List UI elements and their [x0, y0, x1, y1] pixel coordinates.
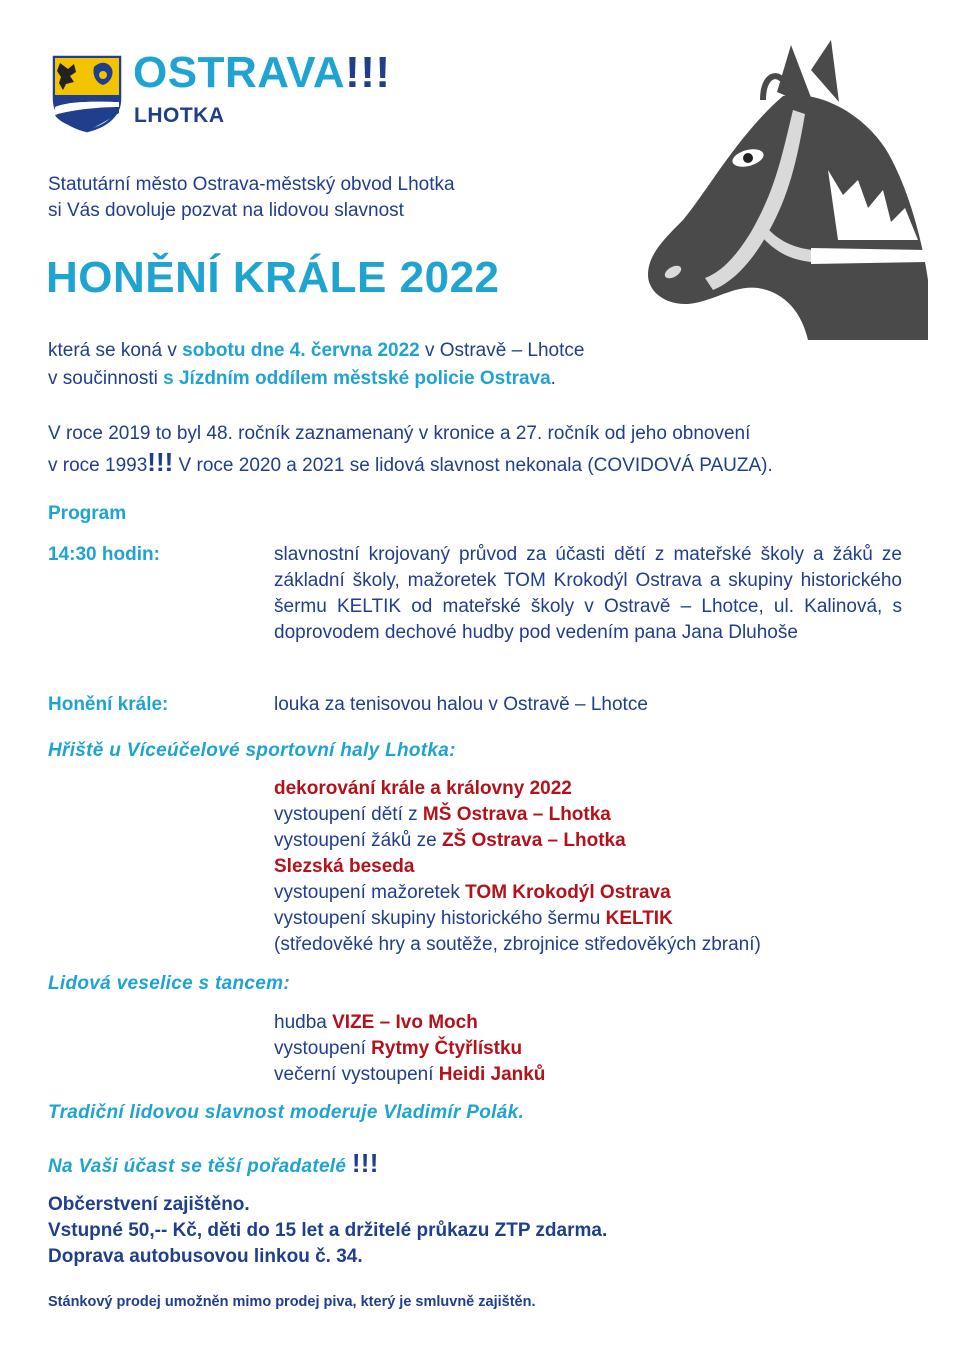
dance-party-heading: Lidová veselice s tancem:: [48, 973, 290, 994]
history-covid: V roce 2020 a 2021 se lidová slavnost nekonala (COVIDOVÁ PAUZA).: [173, 455, 773, 476]
info-line: Doprava autobusovou linkou č. 34.: [48, 1246, 363, 1267]
cooperation-partner: s Jízdním oddílem městské policie Ostrava: [163, 368, 551, 389]
list-item: vystoupení žáků ze ZŠ Ostrava – Lhotka: [274, 830, 626, 851]
moderator-line: Tradiční lidovou slavnost moderuje Vladimír Polák.: [48, 1102, 525, 1123]
exclamation-marks: !!!: [147, 447, 174, 477]
horse-head-illustration: [643, 40, 928, 340]
procession-description: slavnostní krojovaný průvod za účasti dětí z mateřské školy a žáků ze základní školy, mažoretek TOM Krokodýl Ostrava a skupiny historického šermu KELTIK od mateřské školy v Ostravě – Lhotce, ul. Kalinová, s doprovodem dechové hudby pod vedením pana Jana Dluhoše: [274, 544, 902, 643]
list-item: (středověké hry a soutěže, zbrojnice středověkých zbraní): [274, 934, 761, 955]
info-block: [48, 1192, 607, 1270]
date-paragraph: [48, 337, 584, 393]
list-item: Slezská beseda: [274, 856, 415, 877]
list-item: dekorování krále a královny 2022: [274, 778, 572, 799]
program-heading: Program: [48, 503, 127, 524]
info-line: Vstupné 50,-- Kč, děti do 15 let a držitelé průkazu ZTP zdarma.: [48, 1220, 608, 1241]
intro-line: Statutární město Ostrava-městský obvod Lhotka: [48, 174, 455, 195]
intro-line: si Vás dovoluje pozvat na lidovou slavnost: [48, 200, 404, 221]
info-line: Občerstvení zajištěno.: [48, 1194, 250, 1215]
history-line: V roce 2019 to byl 48. ročník zaznamenaný v kronice a 27. ročník od jeho obnovení: [48, 423, 751, 444]
list-item: vystoupení Rytmy Čtyřlístku: [274, 1038, 523, 1059]
playground-list: [274, 776, 761, 958]
closing-line: Na Vaši účast se těší pořadatelé !!!: [48, 1148, 379, 1178]
event-title: HONĚNÍ KRÁLE 2022: [46, 253, 500, 302]
period: .: [550, 368, 556, 389]
honeni-label: Honění krále:: [48, 694, 169, 715]
list-item: hudba VIZE – Ivo Moch: [274, 1012, 478, 1033]
cooperation-text: v součinnosti: [48, 368, 164, 389]
event-date: sobotu dne 4. června 2022: [182, 340, 420, 361]
coat-of-arms-icon: [52, 55, 122, 133]
dance-party-list: [274, 1010, 545, 1088]
list-item: večerní vystoupení Heidi Janků: [274, 1064, 546, 1085]
date-text: která se koná v: [48, 340, 183, 361]
intro-text: [48, 172, 455, 224]
date-location: v Ostravě – Lhotce: [419, 340, 585, 361]
playground-heading: Hřiště u Víceúčelové sportovní haly Lhotka:: [48, 740, 456, 761]
honeni-location: louka za tenisovou halou v Ostravě – Lhotce: [274, 694, 648, 715]
history-paragraph: [48, 420, 773, 480]
logo-district: LHOTKA: [134, 104, 225, 127]
footnote: Stánkový prodej umožněn mimo prodej piva, který je smluvně zajištěn.: [48, 1294, 536, 1310]
list-item: vystoupení mažoretek TOM Krokodýl Ostrava: [274, 882, 671, 903]
logo-wordmark: OSTRAVA!!!: [133, 48, 391, 97]
list-item: vystoupení dětí z MŠ Ostrava – Lhotka: [274, 804, 611, 825]
exclamation-marks: !!!: [351, 1148, 379, 1178]
list-item: vystoupení skupiny historického šermu KELTIK: [274, 908, 673, 929]
time-label: 14:30 hodin:: [48, 544, 160, 565]
history-year: v roce 1993: [48, 455, 148, 476]
